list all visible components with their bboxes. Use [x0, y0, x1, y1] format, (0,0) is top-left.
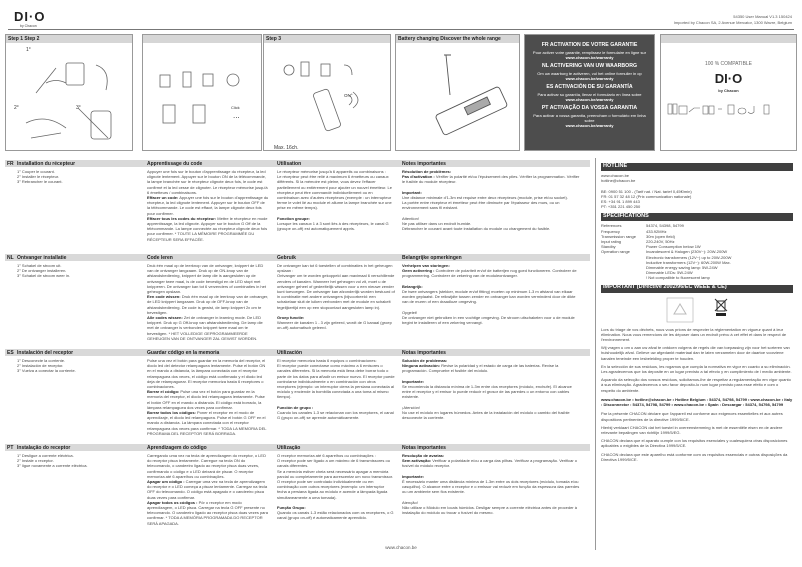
- text-line: Wanneer de kanalen 1 - 3 zijn geleerd, wordt de G kanaal (groep on-off) automatisch geleerd.: [277, 320, 392, 331]
- recycling-icons: [601, 297, 793, 323]
- hotline-line: FR: 01 57 32 48 12 (Prix communication nationale): [601, 193, 692, 199]
- warranty-text: Om uw waarborg te activeren, vul het online formulier in op: [537, 71, 642, 76]
- section-header: [5, 160, 590, 167]
- specifications-title: SPECIFICATIONS: [601, 213, 793, 221]
- warranty-block-es: [528, 84, 651, 102]
- section-header: [5, 254, 590, 261]
- compatible-label: 100 % COMPATIBLE: [704, 61, 753, 67]
- text-line: 2° Installer le récepteur.: [17, 174, 60, 180]
- hotline-line: ES: +34 91 1 899 443: [601, 199, 640, 205]
- text-line: Opgelet!: [402, 309, 418, 315]
- text-line: El receptor memoriza hasta 6 equipos o combinaciones:: [277, 358, 377, 363]
- text-emphasis: Apagar um código :: [147, 479, 185, 485]
- text-emphasis: Verhelpen van storingen:: [402, 263, 450, 268]
- important-title: IMPORTANT (Directive 2002/96/EC WEEE & CE): [601, 285, 793, 293]
- instruction-column: [17, 263, 147, 279]
- text-line: O receptor pode ser ligado a um máximo de 6 transmissores ou canais diferentes.: [277, 458, 390, 469]
- column-title: Utilização: [277, 444, 301, 451]
- text-line: Ne pas utiliser dans un endroit humide.: [402, 221, 472, 227]
- panel-battery: [395, 34, 520, 151]
- spec-value: Power Consumption below 1W: [646, 244, 701, 250]
- panel-step-2: [142, 34, 262, 151]
- spec-label: Transmission range: [601, 233, 636, 239]
- language-code: ES: [7, 349, 14, 356]
- text-emphasis: Borrar todos los códigos:: [147, 410, 196, 416]
- hotline-info: [601, 173, 793, 209]
- text-line: 2° Instalación de receptor.: [17, 363, 64, 369]
- text-line: Se recomienda la distancia mínima de 1-3m entre dos receptores (módulo, enchufe). El alcance entre el receptor y el emisor lo puede reducir el grosor de las paredes o un entorno con cables existente.: [402, 384, 572, 400]
- section-es: [5, 349, 590, 436]
- disposal-paragraph: En la selección de sus residuos, les rogamos que cumpla la normativa en vigor en cuanto a su eliminación. Les agradecemos que los deposite en un lugar previsto a tal efecto y en cumplimiento de l medio ambiente.: [601, 363, 792, 375]
- text-emphasis: Alle codes wissen:: [147, 315, 183, 321]
- text-emphasis: Ninguna activación:: [402, 363, 441, 369]
- text-line: 3° Vuelva a conectar la corriente.: [17, 368, 76, 374]
- step-label: 2°: [14, 105, 19, 111]
- text-emphasis: Importante:: [402, 378, 424, 384]
- panel-compatible: [660, 34, 797, 151]
- warranty-link[interactable]: www.chacon.be/warranty: [565, 97, 614, 102]
- instruction-column: [277, 169, 395, 231]
- spec-label: References: [601, 223, 622, 229]
- module-illustration: [148, 50, 258, 145]
- text-emphasis: Apagar todos os códigos :: [147, 499, 198, 505]
- conformity-declaration: Hierbij verklaart CHACON dat het toestel in overeenstemming is met de essentiële eisen en de andere relevante bepalingen van richtlijn 1999/5/EG.: [601, 424, 783, 435]
- text-emphasis: Solución de problemas:: [402, 358, 448, 363]
- warranty-link[interactable]: www.chacon.be/warranty: [565, 123, 614, 128]
- warranty-block-nl: [528, 63, 651, 81]
- text-line: Une distance minimale d'1-3m est requise entre deux récepteurs (module, prise et/ou socket).: [402, 195, 568, 201]
- text-line: Attention!: [402, 215, 419, 221]
- spec-value: 433.92MHz: [646, 228, 667, 234]
- spec-value: Dimmable LEDs: 5W-24W: [646, 270, 693, 276]
- column-title: Gebruik: [277, 254, 296, 261]
- text-emphasis: Effacer tous les codes du récepteur:: [147, 215, 217, 221]
- warranty-text: Pour activer votre garantie, remplissez le formulaire en ligne sur: [532, 50, 647, 55]
- text-line: Een code wissen: Druk één maal op de leerknop van de ontvanger, de LED knippert langzaam. Druk op de OFF-knop van de afstandsbediening. De code is gewist, de lamp knippert 2x om te bevestigen.: [147, 294, 269, 315]
- text-line: Appuyer une fois sur le bouton d'apprentissage du récepteur, la led clignote lentement. Appuyer sur le bouton ON de la télécommande, la lampe branchée sur le récepteur clignote deux fois, le code est confirmé et la led cesse de clignoter. Le récepteur mémorise jusqu'à 6 émetteurs / combinaisons.: [147, 169, 268, 195]
- spec-label: Operation range: [601, 249, 630, 255]
- language-code: FR: [7, 160, 14, 167]
- text-line: Quando os canais 1-3 estão relacionados com os receptores, o G canal (grupo on-off) é automaticamente aprendido.: [277, 510, 394, 521]
- specifications-table: [601, 223, 793, 280]
- svg-text:...: ...: [233, 111, 240, 120]
- panel-title: Battery changing Discover the whole range: [396, 35, 519, 43]
- importer-address: Imported by Chacon SA, 2 Avenue Mercator, 1300 Wavre, Belgium: [673, 19, 792, 25]
- brand-logo: DI·O: [714, 71, 743, 86]
- hotline-line: www.chacon.be: [601, 173, 630, 178]
- text-emphasis: Belangrijk:: [402, 283, 423, 289]
- text-emphasis: Pas d'activation :: [402, 174, 435, 180]
- text-line: Não utilizar o Módulo em locais húmidos. Desligar sempre a corrente eléctrica antes de proceder à instalação do módulo ou trocar o fusível do mesmo.: [402, 505, 577, 516]
- text-line: Ontvanger om te worden gekoppeld aan maximaal 6 verschillende zenders of kanalen. Wanneer het geheugen vol zit, moet u de ontvanger geheel of gedeeltelijk wissen voor u een nieuwe zender kunt toevoegen. De ontvanger kan afzonderlijk worden bestuurd of in combinatie met andere ontvangers (bijvoorbeeld: een schakelaar sluit de luiken verbonden met de module en schakelt tegelijkertijd een op een stopcontact aangesloten lamp in).: [277, 273, 395, 310]
- disposal-paragraph: Lors du triage de vos déchets, nous vous prions de respecter la réglementation en vigueur quant à leur élimination. Nous vous remercions de les déposer dans un endroit prévu à cet effet et dans le respect de l'environnement.: [601, 326, 787, 343]
- instruction-column: [17, 453, 147, 469]
- installation-illustration: [16, 53, 126, 148]
- text-line: 1° Couper le courant.: [17, 169, 55, 174]
- product-range-icons: [666, 102, 791, 117]
- text-line: Débrancher le courant avant toute installation du module ou changement du fusible.: [402, 226, 551, 232]
- text-line: É necessário manter uma distância mínima de 1-3m entre os dois receptores (módulo, tomada e/ou casquilho). O alcance entre o receptor e o emissor vai reduzir em função da espessura das paredes ou um ambiente sem fios existente.: [402, 479, 580, 495]
- spec-value: 220-240V, 50Hz: [646, 239, 675, 245]
- instruction-column: [147, 358, 269, 436]
- text-line: 3° Schakel de stroom weer in.: [17, 273, 71, 279]
- spec-value: Incandescent & Halogen (230V~): 20W-200W: [646, 249, 728, 255]
- text-line: Effacer tous les codes du récepteur: Mettre le récepteur en mode apprentissage, la led clignote. Appuyer sur le bouton G Off de la télécommande. La lampe connectée au récepteur clignote deux fois pour confirmer. * TOUTE LA MÉMOIRE PROGRAMMÉE DU RÉCEPTEUR SERA EFFACÉE.: [147, 215, 268, 242]
- spec-value: 30m (open field): [646, 233, 675, 239]
- warranty-title: ES ACTIVACIÓN DE SU GARANTÍA: [546, 84, 633, 90]
- text-line: 1° Desconecte la corriente.: [17, 358, 66, 363]
- warranty-title: PT ACTIVAÇÃO DA VOSSA GARANTIA: [541, 105, 638, 111]
- section-header: [5, 349, 590, 356]
- text-line: Druk één maal op de leerknop van de ontvanger, knippert de LED van de ontvanger langzaam. Druk op de ON-knop van de afstandsbediening, knippert de lamp die is aangesloten op de ontvanger twee maal, is de code bevestigd en de LED stopt met knipperen. De ontvanger kan tot 6 verzenders of combinaties in het geheugen opslaan.: [147, 263, 266, 295]
- conformity-declaration: CHACON declara que este aparelho está conforme com os requisitos essenciais e outras disposições da Directiva 1999/5/CE.: [601, 451, 788, 462]
- text-line: Borrar todos los códigos: Poner el receptor en el modo de aprendizaje, el diodo led relampaguea. Pulse el botón G OFF en el mando a distancia. La lámpara conectada con el receptor relampaguea dos veces para confirmar. * TODA LA MEMORIA DEL PROGRAMA DEL RECEPTOR SERÁ BORRADA.: [147, 410, 267, 436]
- text-line: Geen activering : Controleer de polariteit en/of de batterijen nog goed functioneren. Controleer de programmering. Controleer de zekering van de moduleontvanger.: [402, 268, 577, 279]
- section-fr: [5, 160, 590, 242]
- step-label: 3°: [76, 105, 81, 111]
- text-line: Pulse una vez el botón para guardar en la memoria del receptor, el diodo led del detector relampaguea lentamente. Pulse el botón ON en el mando a distancia, la lámpara conectada con el receptor relampaguea dos veces, el código está confirmado y el diodo led deja de relampaguear. El receptor memoriza hasta 6 receptores o combinaciones.: [147, 358, 266, 390]
- text-line: Sem activação: Verificar a polaridade e/ou a carga das pilhas. Verificar a programação. Verificar o fusível do módulo receptor.: [402, 458, 577, 469]
- warranty-title: NL ACTIVERING VAN UW WAARBORG: [541, 63, 637, 69]
- warranty-block-fr: [528, 42, 651, 60]
- text-line: 1° Schakel de stroom uit.: [17, 263, 62, 268]
- on-label: ON°: [344, 93, 353, 98]
- instruction-column: [17, 169, 147, 185]
- instruction-column: [277, 263, 395, 331]
- text-emphasis: Resolução de avarias:: [402, 453, 445, 458]
- text-emphasis: Función de grupo :: [277, 404, 314, 410]
- text-line: Lorsque les canaux 1 à 3 sont liés à des récepteurs, le canal G (groupe on-off) est automatiquement appris.: [277, 221, 389, 232]
- text-line: De twee ontvangers (stekker, module en/of fitting) moeten op minimum 1-3 m afstand van elkaar worden geplaatst. De reikwijdte tussen zender en ontvanger kan worden verminderd door de dikte van de muren of een draadloze omgeving.: [402, 289, 576, 305]
- instruction-column: [402, 169, 582, 231]
- text-line: De ontvanger niet gebruiken in een vochtige omgeving. De stroom uitschakelen voor u de module begint te installeren of een zekering vervangt.: [402, 315, 575, 326]
- text-line: No use el módulo en lugares húmedos. Antes de la instalación del módulo o cambio del fusible desconecte la corriente.: [402, 410, 570, 421]
- panel-title: [143, 35, 261, 43]
- section-header: [5, 444, 590, 451]
- column-title: Code leren: [147, 254, 173, 261]
- hotline-line: BE: 0900 51 100 - (Tarif nat. / Nat. tarief 0,45€/min): [601, 188, 692, 194]
- text-line: Ninguna activación: Revise la polaridad y el estado de carga de las baterías. Revise la programación. Compruebe el fusible del módulo.: [402, 363, 559, 374]
- panel-title: Step 3: [264, 35, 390, 43]
- text-line: 2° De ontvanger installeren.: [17, 268, 67, 274]
- instruction-column: [402, 358, 582, 420]
- header-rule: [8, 29, 794, 30]
- battery-change-illustration: [406, 50, 516, 145]
- step-label: 1°: [26, 47, 31, 53]
- warranty-link[interactable]: www.chacon.be/warranty: [565, 76, 614, 81]
- text-line: 2° Instale o receptor.: [17, 458, 54, 464]
- spec-value: Dimmable energy saving lamp: 5W-24W: [646, 265, 718, 271]
- click-label: Click: [231, 105, 240, 110]
- disposal-paragraph: Wij vragen u om u aan uw afval te ontdoen volgens de regels die van toepassing zijn voor het sorteren van huishoudelijk afval. Gelieve uw afgedankt materiaal dan te laten verzamelen door de daartoe voorziene kanalen teneinde een lesbeleiding proper te houden.: [601, 345, 790, 361]
- header-info: [674, 14, 792, 25]
- max-channels-label: Max. 16ch.: [274, 145, 299, 151]
- text-line: O receptor memoriza até 6 aparelhos ou combinações :: [277, 453, 376, 458]
- warranty-block-pt: [528, 105, 651, 128]
- spec-value: Electronic transformers (12V~) up to 20W-200W: [646, 254, 732, 260]
- instruction-column: [402, 453, 582, 515]
- text-emphasis: Importante:: [402, 473, 424, 479]
- spec-label: [601, 275, 646, 280]
- text-line: 1° Desligue a corrente eléctrica.: [17, 453, 74, 458]
- hotline-title: HOTLINE: [601, 163, 793, 171]
- column-title: Ontvanger installatie: [17, 254, 67, 261]
- text-emphasis: Fonction groupe:: [277, 215, 310, 221]
- spec-value: Inductive transformers (12V~): 60W-200W Max.: [646, 259, 731, 265]
- column-title: Guardar código en la memoria: [147, 349, 220, 356]
- column-title: Installation du récepteur: [17, 160, 76, 167]
- brand-subtitle: by Chacon: [718, 88, 739, 93]
- text-line: De ontvanger kan tot 6 toestellen of combinaties in het geheugen opslaan :: [277, 263, 393, 274]
- text-line: 3° ligue novamente a corrente eléctrica.: [17, 463, 88, 469]
- warranty-text: Para activar a vossa garantia, preencham o formulário em linha sobre: [533, 113, 646, 123]
- panel-title: [661, 35, 796, 43]
- warranty-title: FR ACTIVATION DE VOTRE GARANTIE: [541, 42, 638, 48]
- instruction-column: [147, 453, 269, 526]
- conformity-declaration: Par la présente CHACON déclare que l'appareil est conforme aux exigences essentielles et aux autres dispositions pertinentes de la directive 1999/5/CE.: [601, 411, 783, 422]
- column-title: Instalación del receptor: [17, 349, 74, 356]
- panel-title: Step 1 Step 2: [6, 35, 132, 43]
- spec-label: Frequency: [601, 228, 620, 234]
- panel-step-3: [263, 34, 391, 151]
- spec-label: Standby: [601, 244, 616, 250]
- column-title: Belangrijke opmerkingen: [402, 254, 462, 261]
- column-title: Notas importantes: [402, 349, 446, 356]
- panel-step-1-2: [5, 34, 133, 151]
- column-title: Notas importantes: [402, 444, 446, 451]
- spec-value: ! Not compatible to fluorescent lamp: [646, 275, 710, 281]
- text-line: Alle codes wissen: Zet de ontvanger in learning mode. De LED knippert. Druk op G Off-knop van afstandsbediening. De lamp die met de ontvanger is verbonden knippert twee maal om te bevestigen. * HET VOLLEDIGE GEPROGRAMMEERDE GEHEUGEN VAN DE ONTVANGER ZAL GEWIST WORDEN.: [147, 315, 263, 341]
- text-line: Le récepteur peut être relié à maximum 6 émetteurs ou canaux différents. Si la mémoire est pleine, vous devez l'effacer partiellement ou entièrement pour ajouter un nouvel émetteur. Le récepteur peut être commandé individuellement ou en combinaison avec d'autres récepteurs (exemple : un interrupteur ferme le volet lié au module et allume la lampe branchée sur une prise en même temps).: [277, 174, 392, 211]
- language-code: NL: [7, 254, 14, 261]
- text-line: Se a memória estiver cheia será necessário apagar a memória parcial ou completamente para acrescentar um novo transmissor. O receptor pode ser controlado individualmente ou em combinação com outros receptores (exemplo: um interruptor fecha a persiana ligada ao módulo e acende a lâmpada ligada simultaneamente a uma tomada).: [277, 468, 394, 500]
- text-line: Apagar um código : Carregar uma vez na tecla de aprendizagem do receptor e o LED começa a piscar lentamente. Carregar na tecla OFF do telecomando. O código está apagado e o candeeiro pisca duas vezes para confirmar.: [147, 479, 268, 500]
- text-emphasis: Sem activação:: [402, 458, 432, 464]
- footer-url[interactable]: www.chacon.be: [385, 545, 417, 550]
- text-line: Effacer un code: Appuyer une fois sur le bouton d'apprentissage du récepteur, la led clignote lentement. Appuyer sur le bouton OFF de la télécommande. Le code est effacé, la lampe clignote deux fois pour confirmer.: [147, 195, 269, 216]
- right-column: [601, 163, 793, 465]
- text-emphasis: Effacer un code:: [147, 195, 179, 201]
- instruction-column: [17, 358, 147, 374]
- text-emphasis: Een code wissen:: [147, 294, 181, 300]
- text-line: Cuando los canales 1-3 se relacionan con los receptores, el canal G (grupo on-off) se aprende automáticamente.: [277, 410, 394, 421]
- dio-logo: DI·O: [14, 9, 46, 24]
- column-title: Instalação do receptor: [17, 444, 71, 451]
- instruction-column: [277, 453, 395, 521]
- section-pt: [5, 444, 590, 526]
- text-line: Pas d'activation : Vérifier la polarité et/ou l'épuisement des piles. Vérifier la programmation. Vérifier le fusible du module récepteur.: [402, 174, 580, 185]
- text-line: Apagar todos os códigos : Pôr o receptor em modo aprendizagem, o LED pisca. Carregar na tecla G OFF presente no telecomando. O candeeiro ligado ao receptor pisca duas vezes para confirmar. * TODA A MEMÓRIA PROGRAMADA DO RECEPTOR SERÁ APAGADA.: [147, 499, 268, 526]
- spec-label: Input rating: [601, 239, 622, 245]
- weee-bin-icon: [714, 297, 728, 317]
- text-line: Carregando uma vez na tecla de aprendizagem do receptor, o LED do receptor pisca lentamente. Carregue na tecla ON do telecomando, o candeeiro ligado ao receptor pisca duas vezes, confirmando o código e o LED deixará de piscar. O receptor memoriza até 6 aparelhos ou combinações.: [147, 453, 266, 479]
- text-line: 3° Rebrancher le courant.: [17, 179, 63, 185]
- disposal-notes: [601, 327, 793, 462]
- section-nl: [5, 254, 590, 341]
- logo-subtitle: by Chacon: [20, 24, 37, 28]
- instruction-column: [402, 263, 582, 325]
- disposal-paragraph: Aquando da selecção dos vossos resíduos, solicitamos-lhe de respeitar a regulamentação em vigor quanto à sua eliminação. Agradecemos o seu favor deposito-lo num lugar previsto para esse efeito e com o respeito do ambiente.: [601, 377, 791, 393]
- column-title: Aprendizagem do código: [147, 444, 207, 451]
- contact-address: www.chacon.be • hotline@chacon.be • Hotline Belgium : 54374, 54798, 54799 • www.chacon.be • Italy : Disconnector : 54374, 54798, 54799 • www.chacon.be • Spain : Descargar : 54374, 54798, 54799: [601, 396, 793, 408]
- language-code: PT: [7, 444, 14, 451]
- warranty-panel: [524, 34, 655, 151]
- text-emphasis: Groep functie:: [277, 315, 305, 321]
- column-divider: [595, 158, 596, 550]
- text-line: La portée entre récepteur et émetteur peut être diminuée par l'épaisseur des murs, ou un environnement sans fil existant.: [402, 200, 560, 211]
- text-line: Borrar el código: Pulse una vez el botón para guardar en la memoria del receptor, el diodo led relampaguea lentamente. Pulse el botón OFF en el mando a distancia. El código está borrado, la lámpara relampaguea dos veces para confirmar.: [147, 389, 265, 410]
- spec-value: 54374, 54398, 54799: [646, 223, 684, 229]
- conformity-declaration: CHACON declara que el aparato cumple con los requisitos esenciales y cualesquiera otras disposiciones aplicables o exigibles de la Directiva 1999/5/CE.: [601, 438, 788, 449]
- text-emphasis: Important:: [402, 189, 422, 195]
- text-line: Atenção!: [402, 499, 418, 505]
- column-title: Utilisation: [277, 160, 302, 167]
- recycle-icon: [666, 297, 694, 323]
- text-emphasis: Geen activering :: [402, 268, 435, 274]
- instruction-column: [147, 263, 269, 341]
- hotline-line: PT: +351 221 450 250: [601, 204, 641, 210]
- column-title: Utilización: [277, 349, 303, 356]
- text-line: ¡Atención!: [402, 404, 421, 410]
- hotline-line: hotline@chacon.be: [601, 178, 636, 184]
- text-line: Le récepteur mémorise jusqu'à 6 appareils ou combinaisons :: [277, 169, 386, 174]
- text-line: El receptor puede conectarse como máximo a 6 emisores o canales diferentes. Si la memoria está llena debe borrar todo o parte de los datos para añadir un emisor nuevo. El receptor puede controlarse individualmente o en combinación con otros receptores (ejemplo: un interruptor cierra la persiana conectada al módulo y enciende la bombilla conectada a una toma al mismo tiempo).: [277, 363, 395, 400]
- warranty-link[interactable]: www.chacon.be/warranty: [565, 55, 614, 60]
- text-emphasis: Borrar el código:: [147, 389, 180, 395]
- column-title: Apprentissage du code: [147, 160, 203, 167]
- warranty-text: Para activar su garantía, llenar el formulario en línea sobre: [537, 92, 642, 97]
- instruction-column: [147, 169, 269, 242]
- text-emphasis: Função Grupo:: [277, 505, 306, 511]
- manual-ref: 54350 User Manual V1.3 150424: [733, 14, 792, 19]
- text-emphasis: Résolution de problèmes:: [402, 169, 452, 174]
- remote-illustration: [269, 50, 389, 145]
- instruction-column: [277, 358, 395, 420]
- spec-row: [601, 275, 793, 280]
- column-title: Notes importantes: [402, 160, 446, 167]
